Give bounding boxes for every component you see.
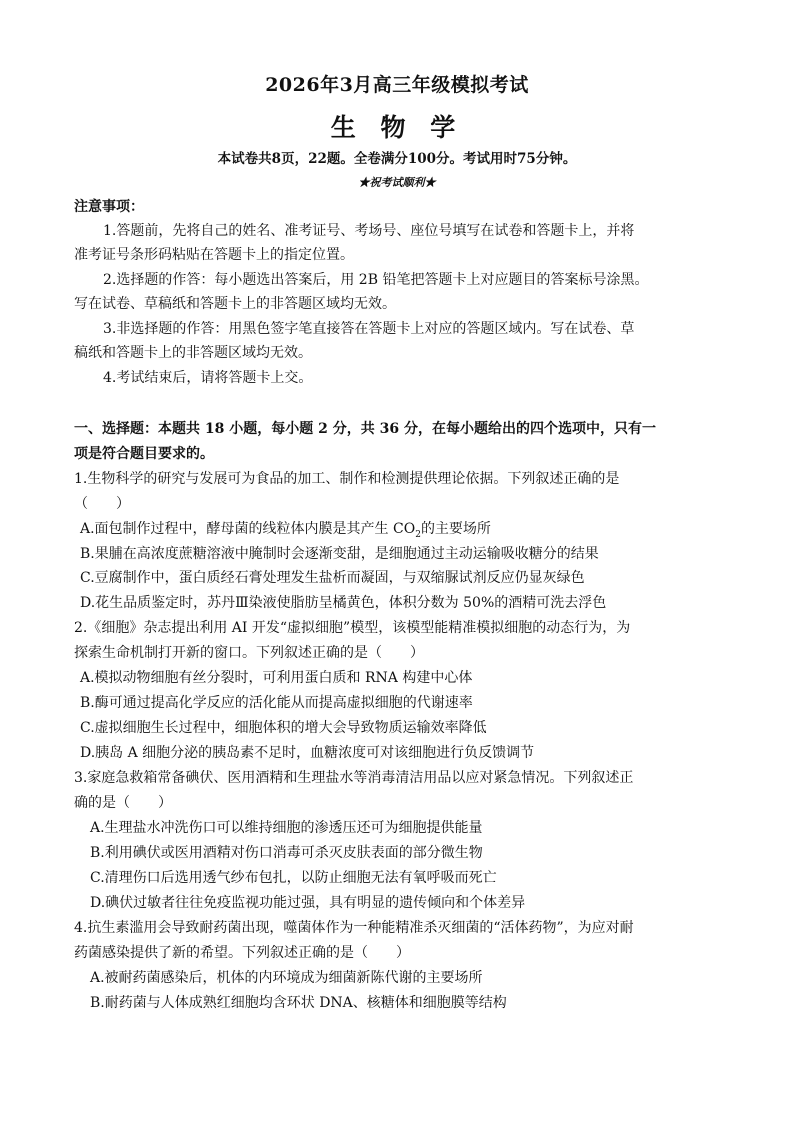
section-heading-cont: 项是符合题目要求的。: [74, 446, 214, 462]
question-stem: 4.抗生素滥用会导致耐药菌出现，噬菌体作为一种能精准杀灭细菌的“活体药物”，为应对耐: [74, 920, 634, 936]
question-stem-cont: 确的是（ ）: [74, 795, 172, 811]
option-a: A.生理盐水冲洗伤口可以维持细胞的渗透压还可为细胞提供能量: [90, 820, 483, 836]
option-d: D.胰岛 A 细胞分泌的胰岛素不足时，血糖浓度可对该细胞进行负反馈调节: [80, 745, 535, 761]
option-b: B.酶可通过提高化学反应的活化能从而提高虚拟细胞的代谢速率: [80, 695, 473, 711]
question-stem-cont: 探索生命机制打开新的窗口。下列叙述正确的是（ ）: [74, 645, 424, 661]
option-c: C.虚拟细胞生长过程中，细胞体积的增大会导致物质运输效率降低: [80, 720, 487, 736]
note-line: 3.非选择题的作答：用黑色签字笔直接答在答题卡上对应的答题区域内。写在试卷、草: [103, 321, 635, 337]
option-a: A.模拟动物细胞有丝分裂时，可利用蛋白质和 RNA 构建中心体: [80, 670, 473, 686]
exam-title: 2026年3月高三年级模拟考试: [265, 74, 529, 96]
subject-title: 生 物 学: [330, 113, 464, 142]
good-luck-note: ★祝考试顺利★: [358, 176, 436, 189]
note-line: 写在试卷、草稿纸和答题卡上的非答题区域均无效。: [74, 296, 396, 312]
section-heading: 一、选择题：本题共 18 小题，每小题 2 分，共 36 分，在每小题给出的四个选项中，只有一: [74, 421, 656, 437]
note-line: 稿纸和答题卡上的非答题区域均无效。: [74, 345, 312, 361]
option-b: B.果脯在高浓度蔗糖溶液中腌制时会逐渐变甜，是细胞通过主动运输吸收糖分的结果: [80, 546, 599, 562]
question-stem: 3.家庭急救箱常备碘伏、医用酒精和生理盐水等消毒清洁用品以应对紧急情况。下列叙述正: [74, 770, 634, 786]
option-c: C.豆腐制作中，蛋白质经石膏处理发生盐析而凝固，与双缩脲试剂反应仍显灰绿色: [80, 570, 585, 586]
note-line: 1.答题前，先将自己的姓名、准考证号、考场号、座位号填写在试卷和答题卡上，并将: [103, 223, 635, 239]
note-line: 4.考试结束后，请将答题卡上交。: [103, 370, 313, 386]
option-d: D.花生品质鉴定时，苏丹Ⅲ染液使脂肪呈橘黄色，体积分数为 50%的酒精可洗去浮色: [80, 595, 607, 611]
option-a: A.面包制作过程中，酵母菌的线粒体内膜是其产生 $CO_2$的主要场所: [80, 521, 491, 540]
option-c: C.清理伤口后选用透气纱布包扎，以防止细胞无法有氧呼吸而死亡: [90, 870, 497, 886]
notes-heading: 注意事项：: [74, 199, 144, 215]
note-line: 2.选择题的作答：每小题选出答案后，用 2B 铅笔把答题卡上对应题目的答案标号涂黑。: [103, 272, 649, 288]
option-d: D.碘伏过敏者往往免疫监视功能过强，具有明显的遗传倾向和个体差异: [90, 895, 526, 911]
answer-bracket: （ ）: [74, 496, 130, 512]
exam-info: 本试卷共8页，22题。全卷满分100分。考试用时75分钟。: [217, 151, 577, 167]
question-stem: 2.《细胞》杂志提出利用 AI 开发“虚拟细胞”模型，该模型能精准模拟细胞的动态行为，为: [74, 620, 631, 636]
note-line: 准考证号条形码粘贴在答题卡上的指定位置。: [74, 247, 354, 263]
question-stem: 1.生物科学的研究与发展可为食品的加工、制作和检测提供理论依据。下列叙述正确的是: [74, 471, 620, 487]
option-a: A.被耐药菌感染后，机体的内环境成为细菌新陈代谢的主要场所: [90, 970, 483, 986]
option-b: B.利用碘伏或医用酒精对伤口消毒可杀灭皮肤表面的部分微生物: [90, 845, 483, 861]
question-stem-cont: 药菌感染提供了新的希望。下列叙述正确的是（ ）: [74, 945, 410, 961]
option-b: B.耐药菌与人体成熟红细胞均含环状 DNA、核糖体和细胞膜等结构: [90, 995, 507, 1011]
